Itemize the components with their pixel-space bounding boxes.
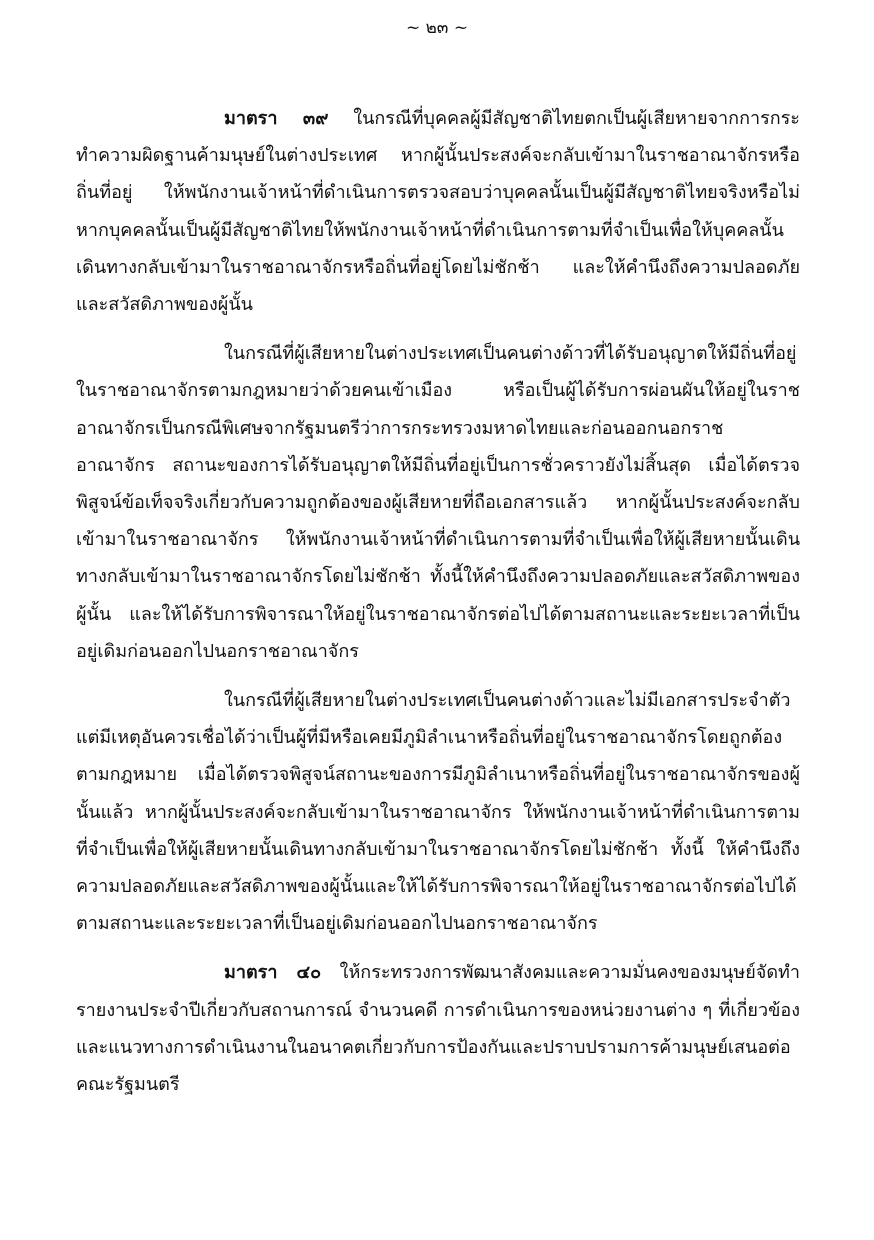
section-39-paragraph-2 [76,335,800,670]
section-39-label: มาตรา ๓๙ [224,108,329,129]
section-39-text: ในกรณีที่บุคคลผู้มีสัญชาติไทยตกเป็นผู้เสียหายจากการกระทำความผิดฐานค้ามนุษย์ในต่างประเทศ หากผู้นั้นประสงค์จะกลับเข้ามาในราชอาณาจักรหรือถิ่นที่อยู่ ให้พนักงานเจ้าหน้าที่ดำเนินการตรวจสอบว่าบุคคลนั้นเป็นผู้มีสัญชาติไทยจริงหรือไม่ หากบุคคลนั้นเป็นผู้มีสัญชาติไทยให้พนักงานเจ้าหน้าที่ดำเนินการตามที่จำเป็นเพื่อให้บุคคลนั้นเดินทางกลับเข้ามาในราชอาณาจักรหรือถิ่นที่อยู่โดยไม่ชักช้า และให้คำนึงถึงความปลอดภัยและสวัสดิภาพของผู้นั้น [76,108,800,316]
section-40-text: ให้กระทรวงการพัฒนาสังคมและความมั่นคงของมนุษย์จัดทำรายงานประจำปีเกี่ยวกับสถานการณ์ จำนวนคดี การดำเนินการของหน่วยงานต่าง ๆ ที่เกี่ยวข้อง และแนวทางการดำเนินงานในอนาคตเกี่ยวกับการป้องกันและปราบปรามการค้ามนุษย์เสนอต่อคณะรัฐมนตรี [76,962,800,1096]
section-40-label: มาตรา ๔๐ [224,962,322,984]
section-39-paragraph-3-text: ในกรณีที่ผู้เสียหายในต่างประเทศเป็นคนต่างด้าวและไม่มีเอกสารประจำตัว แต่มีเหตุอันควรเชื่อได้ว่าเป็นผู้ที่มีหรือเคยมีภูมิลำเนาหรือถิ่นที่อยู่ในราชอาณาจักรโดยถูกต้องตามกฎหมาย เมื่อได้ตรวจพิสูจน์สถานะของการมีภูมิลำเนาหรือถิ่นที่อยู่ในราชอาณาจักรของผู้นั้นแล้ว หากผู้นั้นประสงค์จะกลับเข้ามาในราชอาณาจักร ให้พนักงานเจ้าหน้าที่ดำเนินการตามที่จำเป็นเพื่อให้ผู้เสียหายนั้นเดินทางกลับเข้ามาในราชอาณาจักรโดยไม่ชักช้า ทั้งนี้ ให้คำนึงถึงความปลอดภัยและสวัสดิภาพของผู้นั้นและให้ได้รับการพิจารณาให้อยู่ในราชอาณาจักรต่อไปได้ตามสถานะและระยะเวลาที่เป็นอยู่เดิมก่อนออกไปนอกราชอาณาจักร [76,690,800,935]
document-body [76,100,800,1115]
section-39-paragraph-3 [76,682,800,942]
section-40-paragraph [76,954,800,1103]
section-39-paragraph-2-text: ในกรณีที่ผู้เสียหายในต่างประเทศเป็นคนต่างด้าวที่ได้รับอนุญาตให้มีถิ่นที่อยู่ในราชอาณาจักรตามกฎหมายว่าด้วยคนเข้าเมือง หรือเป็นผู้ได้รับการผ่อนผันให้อยู่ในราชอาณาจักรเป็นกรณีพิเศษจากรัฐมนตรีว่าการกระทรวงมหาดไทยและก่อนออกนอกราชอาณาจักร สถานะของการได้รับอนุญาตให้มีถิ่นที่อยู่เป็นการชั่วคราวยังไม่สิ้นสุด เมื่อได้ตรวจพิสูจน์ข้อเท็จจริงเกี่ยวกับความถูกต้องของผู้เสียหายที่ถือเอกสารแล้ว หากผู้นั้นประสงค์จะกลับเข้ามาในราชอาณาจักร ให้พนักงานเจ้าหน้าที่ดำเนินการตามที่จำเป็นเพื่อให้ผู้เสียหายนั้นเดินทางกลับเข้ามาในราชอาณาจักรโดยไม่ชักช้า ทั้งนี้ให้คำนึงถึงความปลอดภัยและสวัสดิภาพของผู้นั้น และให้ได้รับการพิจารณาให้อยู่ในราชอาณาจักรต่อไปได้ตามสถานะและระยะเวลาที่เป็นอยู่เดิมก่อนออกไปนอกราชอาณาจักร [76,343,800,662]
section-39-paragraph [76,100,800,323]
page-number: ~ ๒๓ ~ [405,18,469,38]
